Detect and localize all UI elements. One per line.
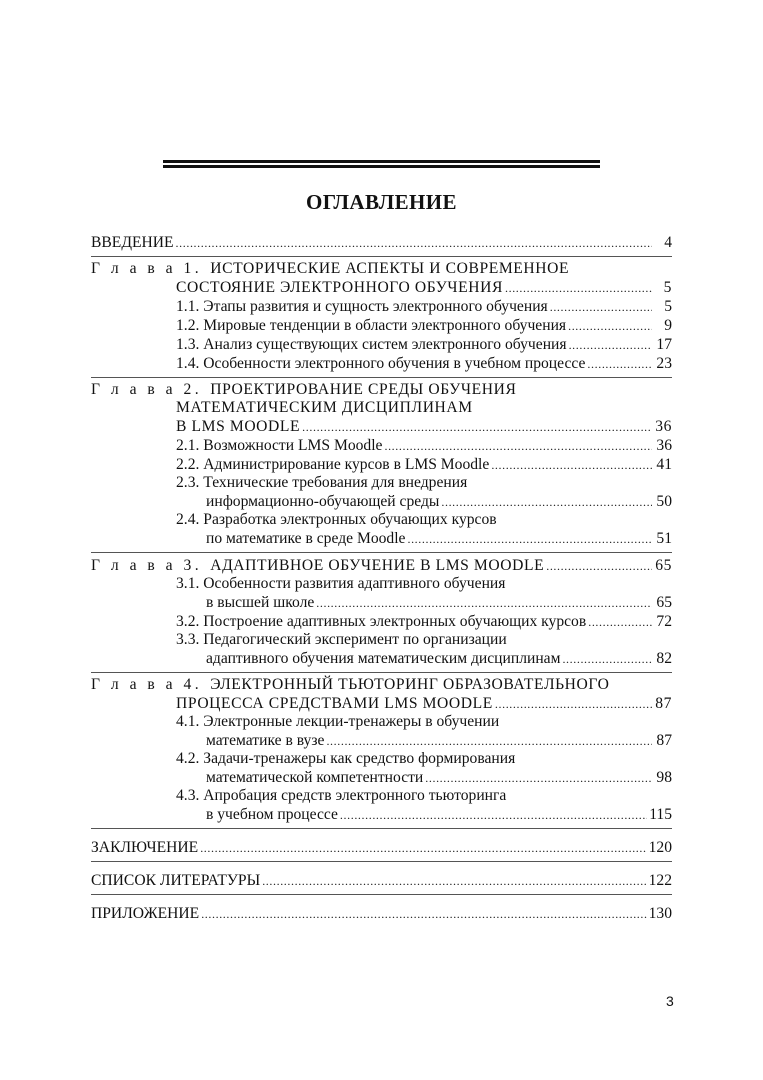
- toc-section-entry[interactable]: [91, 297, 672, 316]
- chapter-heading-end-label: ПРОЦЕССА СРЕДСТВАМИ LMS MOODLE: [176, 695, 493, 712]
- chapter-heading-end-label: В LMS MOODLE: [176, 418, 301, 435]
- chapter-heading-end[interactable]: [91, 694, 672, 713]
- dot-leader: [505, 279, 652, 298]
- toc-section-entry[interactable]: [91, 335, 672, 354]
- toc-entry-references-label: СПИСОК ЛИТЕРАТУРЫ: [91, 872, 261, 889]
- section-divider: [91, 894, 672, 895]
- section-divider: [91, 552, 672, 553]
- chapter-prefix: Г л а в а 1.: [91, 260, 203, 277]
- chapter-prefix: Г л а в а 3.: [91, 557, 203, 574]
- toc-section-entry[interactable]: [91, 593, 672, 612]
- page-title: ОГЛАВЛЕНИЕ: [306, 190, 457, 214]
- toc-section-entry[interactable]: [91, 529, 672, 548]
- section-divider: [91, 861, 672, 862]
- chapter-prefix: Г л а в а 2.: [91, 381, 203, 398]
- chapter-heading[interactable]: [91, 260, 672, 278]
- toc-section-entry[interactable]: [91, 649, 672, 668]
- dot-leader: [495, 695, 652, 714]
- toc-section-entry[interactable]: [91, 316, 672, 335]
- chapter-heading-cont: [91, 399, 672, 417]
- dot-leader: [491, 456, 652, 475]
- chapter-prefix: Г л а в а 4.: [91, 676, 203, 693]
- toc-section-line: [91, 713, 672, 731]
- section-divider: [91, 377, 672, 378]
- dot-leader: [176, 234, 652, 253]
- toc-section-line-label: 2.4. Разработка электронных обучающих курсов: [176, 511, 497, 528]
- top-rule-thin: [163, 165, 600, 168]
- toc-section-entry-label: 2.1. Возможности LMS Moodle: [176, 437, 383, 454]
- chapter-heading-end[interactable]: [91, 417, 672, 436]
- section-divider: [91, 828, 672, 829]
- toc-section-entry-page: 23: [656, 355, 672, 372]
- dot-leader: [587, 355, 652, 374]
- dot-leader: [384, 437, 652, 456]
- dot-leader: [588, 613, 652, 632]
- toc-section-entry-page: 72: [656, 613, 672, 630]
- top-rule-thick: [163, 160, 600, 163]
- toc-section-entry-page: 65: [656, 594, 672, 611]
- dot-leader: [550, 298, 652, 317]
- chapter-heading[interactable]: [91, 676, 672, 694]
- toc-section-entry-label: в высшей школе: [206, 594, 315, 611]
- dot-leader: [562, 650, 652, 669]
- toc-section-entry[interactable]: [91, 436, 672, 455]
- toc-section-entry-page: 98: [656, 769, 672, 786]
- dot-leader: [425, 769, 652, 788]
- toc-section-entry[interactable]: [91, 805, 672, 824]
- dot-leader: [201, 905, 646, 924]
- dot-leader: [340, 806, 647, 825]
- toc-section-entry-label: 1.4. Особенности электронного обучения в учебном процессе: [176, 355, 586, 372]
- chapter-block: [91, 676, 672, 824]
- toc-section-line: [91, 575, 672, 593]
- dot-leader: [546, 557, 652, 576]
- dot-leader: [200, 839, 646, 858]
- toc-section-entry[interactable]: [91, 455, 672, 474]
- toc-section-line: [91, 474, 672, 492]
- toc-section-entry-page: 115: [649, 806, 672, 823]
- dot-leader: [316, 594, 652, 613]
- chapter-heading[interactable]: [91, 556, 672, 575]
- toc-section-entry-page: 9: [664, 317, 672, 334]
- dot-leader: [326, 732, 652, 751]
- chapter-block: [91, 381, 672, 548]
- toc-section-entry-page: 82: [656, 650, 672, 667]
- toc-entry-conclusion-page: 120: [648, 839, 672, 856]
- chapter-heading-cont-label: МАТЕМАТИЧЕСКИМ ДИСЦИПЛИНАМ: [176, 399, 473, 416]
- chapter-heading-end-label: СОСТОЯНИЕ ЭЛЕКТРОННОГО ОБУЧЕНИЯ: [176, 279, 503, 296]
- chapter-heading-end-page: 87: [655, 695, 672, 712]
- toc-entry-conclusion-label: ЗАКЛЮЧЕНИЕ: [91, 839, 199, 856]
- toc-entry-references[interactable]: [91, 871, 672, 890]
- toc-entry-appendix[interactable]: [91, 904, 672, 923]
- toc-section-line-label: 4.1. Электронные лекции-тренажеры в обучении: [176, 713, 500, 730]
- toc-section-entry-page: 50: [656, 493, 672, 510]
- toc-section-entry-label: адаптивного обучения математическим дисциплинам: [206, 650, 561, 667]
- chapter-block: [91, 260, 672, 373]
- page-number: 3: [666, 993, 674, 1009]
- toc-entry-conclusion[interactable]: [91, 838, 672, 857]
- table-of-contents: [91, 233, 672, 923]
- section-divider: [91, 672, 672, 673]
- toc-section-entry-label: 2.2. Администрирование курсов в LMS Moodle: [176, 456, 490, 473]
- dot-leader: [262, 872, 646, 891]
- toc-section-entry[interactable]: [91, 354, 672, 373]
- toc-section-line-label: 2.3. Технические требования для внедрения: [176, 474, 468, 491]
- toc-section-line-label: 3.3. Педагогический эксперимент по организации: [176, 631, 507, 648]
- chapter-heading-end[interactable]: [91, 278, 672, 297]
- chapter-heading-end-page: 5: [663, 279, 672, 296]
- toc-section-entry-label: 1.1. Этапы развития и сущность электронного обучения: [176, 298, 548, 315]
- toc-entry-appendix-label: ПРИЛОЖЕНИЕ: [91, 905, 200, 922]
- toc-section-entry-page: 51: [656, 530, 672, 547]
- toc-entry-intro-label: ВВЕДЕНИЕ: [91, 234, 174, 251]
- toc-entry-appendix-page: 130: [648, 905, 672, 922]
- toc-entry-intro[interactable]: [91, 233, 672, 252]
- toc-section-line: [91, 750, 672, 768]
- dot-leader: [302, 418, 652, 437]
- toc-section-line: [91, 631, 672, 649]
- toc-section-entry[interactable]: [91, 612, 672, 631]
- toc-section-line-label: 3.1. Особенности развития адаптивного обучения: [176, 575, 506, 592]
- dot-leader: [569, 336, 652, 355]
- toc-section-entry-label: 1.3. Анализ существующих систем электронного обучения: [176, 336, 567, 353]
- dot-leader: [568, 317, 652, 336]
- toc-section-entry[interactable]: [91, 768, 672, 787]
- chapter-title-line: ЭЛЕКТРОННЫЙ ТЬЮТОРИНГ ОБРАЗОВАТЕЛЬНОГО: [210, 676, 610, 693]
- toc-section-entry-label: 3.2. Построение адаптивных электронных обучающих курсов: [176, 613, 587, 630]
- toc-section-entry-page: 5: [664, 298, 672, 315]
- toc-section-entry-label: 1.2. Мировые тенденции в области электронного обучения: [176, 317, 567, 334]
- toc-section-line: [91, 787, 672, 805]
- toc-section-entry-label: математической компетентности: [206, 769, 424, 786]
- toc-section-line-label: 4.3. Апробация средств электронного тьюторинга: [176, 787, 507, 804]
- dot-leader: [441, 493, 652, 512]
- dot-leader: [407, 530, 652, 549]
- chapter-block: [91, 556, 672, 668]
- toc-entry-references-page: 122: [648, 872, 672, 889]
- toc-section-line-label: 4.2. Задачи-тренажеры как средство формирования: [176, 750, 516, 767]
- toc-section-entry-label: в учебном процессе: [206, 806, 338, 823]
- chapter-title-line: ИСТОРИЧЕСКИЕ АСПЕКТЫ И СОВРЕМЕННОЕ: [210, 260, 570, 277]
- toc-section-entry-label: по математике в среде Moodle: [206, 530, 406, 547]
- toc-entry-intro-page: 4: [664, 234, 672, 251]
- toc-section-entry-page: 41: [656, 456, 672, 473]
- chapter-heading[interactable]: [91, 381, 672, 399]
- toc-section-entry-label: математике в вузе: [206, 732, 325, 749]
- section-divider: [91, 256, 672, 257]
- toc-section-entry[interactable]: [91, 492, 672, 511]
- chapter-title-line: АДАПТИВНОЕ ОБУЧЕНИЕ В LMS MOODLE: [210, 557, 545, 574]
- chapter-heading-end-page: 36: [655, 418, 672, 435]
- toc-section-entry-page: 17: [656, 336, 672, 353]
- toc-section-entry-page: 36: [656, 437, 672, 454]
- chapter-page: 65: [655, 557, 672, 574]
- toc-section-entry[interactable]: [91, 731, 672, 750]
- toc-section-entry-label: информационно-обучающей среды: [206, 493, 440, 510]
- toc-section-line: [91, 511, 672, 529]
- toc-section-entry-page: 87: [656, 732, 672, 749]
- chapter-title-line: ПРОЕКТИРОВАНИЕ СРЕДЫ ОБУЧЕНИЯ: [210, 381, 517, 398]
